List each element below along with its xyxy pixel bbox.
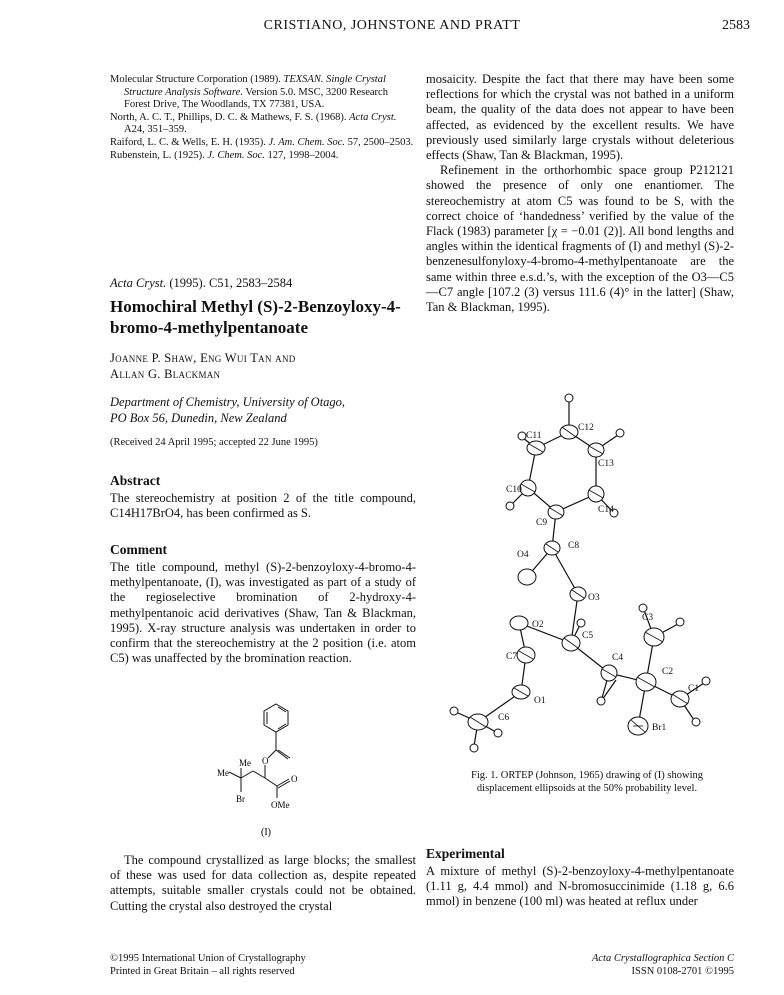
body-paragraph: mosaicity. Despite the fact that there may have been some reflections for which the crystal was not bathed in a uniform beam, the quality of the data does not appear to have been affected, as evidenced by the excellent results. We have previously used similarly large crystals without deleterious effects (Shaw, Tan & Blackman, 1995). [426,72,734,163]
atom-label: OMe [271,800,290,810]
reference-title: J. Chem. Soc. [207,149,265,161]
atom-label: C3 [642,613,654,623]
authors-line: Allan G. Blackman [110,367,221,381]
experimental-heading: Experimental [426,846,505,861]
citation-volume: (1995). C51, 2583–2584 [166,276,293,290]
page-number: 2583 [722,18,750,33]
atom-label: C7 [506,652,518,662]
reference-authors: Rubenstein, L. (1925). [110,149,208,161]
author-list [110,350,416,382]
citation-journal: Acta Cryst. [110,276,167,290]
atom-label: O1 [534,696,546,706]
authors-line: Joanne P. Shaw, Eng Wui Tan and [110,351,296,365]
reference-details: . Version 5.0. MSC, 3200 Research Forest Drive, The Woodlands, TX 77381, USA. [124,86,388,111]
reference-item [110,137,416,150]
reference-details: 57, 2500–2503. [344,136,414,148]
atom-label: O [262,756,269,766]
ortep-figure [426,380,734,760]
copyright-notice [110,953,306,978]
experimental-section [426,846,734,910]
compound-label: (I) [261,827,271,838]
abstract-heading: Abstract [110,473,161,488]
atom-label: C8 [568,541,580,551]
abstract-text: The stereochemistry at position 2 of the title compound, C14H17BrO4, has been confirmed as S. [110,491,416,521]
atom-label: C9 [536,518,548,528]
atom-label: C10 [506,485,522,495]
atom-label: C1 [688,684,700,694]
reference-details: 127, 1998–2004. [264,149,339,161]
atom-label: Br1 [652,723,667,733]
atom-label: C11 [526,431,542,441]
reference-item [110,150,416,163]
reference-item [110,112,416,137]
reference-title: J. Am. Chem. Soc. [268,136,345,148]
atom-label: Br [236,794,245,804]
journal-footer [592,953,734,978]
atom-label: C2 [662,667,674,677]
journal-section [592,953,734,966]
article-citation [110,276,292,291]
reference-authors: Molecular Structure Corporation (1989). [110,74,284,85]
received-dates: (Received 24 April 1995; accepted 22 June 1995) [110,437,318,448]
benzene-ring [264,704,288,732]
bond-lines [456,400,704,746]
atom-label: C13 [598,459,614,469]
affiliation-line: PO Box 56, Dunedin, New Zealand [110,411,287,425]
copyright-line: Printed in Great Britain – all rights reserved [110,965,295,977]
journal-name: Acta Crystallographica Section C [591,953,734,964]
atom-label: C12 [578,423,594,433]
atom-label: O2 [532,620,544,630]
figure-caption: Fig. 1. ORTEP (Johnson, 1965) drawing of (I) showing displacement ellipsoids at the 50% probability level. [470,770,703,794]
atom-label: O3 [588,593,600,603]
comment-heading: Comment [110,542,167,557]
reference-title: Acta Cryst. [349,111,397,123]
reference-authors: Raiford, L. C. & Wells, E. H. (1935). [110,136,269,148]
atom-label: C4 [612,653,624,663]
atom-label: Me [239,758,251,768]
copyright-line: ©1995 International Union of Crystallography [110,953,306,964]
atom-label: O [291,774,298,784]
chemical-structure-diagram [215,698,325,840]
atom-ellipsoids [468,425,689,735]
reference-list [110,74,416,162]
atom-label: Me [217,768,229,778]
affiliation-line: Department of Chemistry, University of Otago, [110,395,346,409]
atom-label: C14 [598,505,614,515]
comment-text: The title compound, methyl (S)-2-benzoyloxy-4-bromo-4-methylpentanoate, (I), was investigated as part of a study of the regioselective bromination of 2-hydroxy-4-methylpentanoic acid derivatives (Shaw, Tan & Blackman, 1995). X-ray structure analysis was undertaken in order to confirm that the stereochemistry at the 2 position (i.e. atom C5) was unaffected by the bromination reaction. [110,560,416,666]
crystal-paragraph [110,853,416,914]
atom-label: C5 [582,631,594,641]
atom-label: O4 [517,550,529,560]
right-column-text [426,72,734,315]
reference-details: A24, 351–359. [124,124,187,136]
running-head: CRISTIANO, JOHNSTONE AND PRATT [263,18,521,33]
comment-section [110,542,416,666]
reference-authors: North, A. C. T., Phillips, D. C. & Mathews, F. S. (1968). [110,111,350,123]
atom-label: C6 [498,713,510,723]
issn-line: ISSN 0108-2701 ©1995 [631,965,734,977]
affiliation [110,394,416,426]
reference-title: TEXSAN. Single Crystal Structure Analysis Software [124,74,386,98]
reference-item [110,74,416,112]
article-title: Homochiral Methyl (S)-2-Benzoyloxy-4-bromo-4-methylpentanoate [110,297,401,337]
body-paragraph: Refinement in the orthorhombic space group P212121 showed the presence of only one enantiomer. The stereochemistry at atom C5 was found to be S, with the correct choice of ‘handedness’ verified by the value of the Flack (1983) parameter [χ = −0.01 (2)]. All bond lengths and angles within the identical fragments of (I) and methyl (S)-2-benzenesulfonyloxy-4-bromo-4-methylpentanoate are the same within three e.s.d.’s, with the exception of the O3—C5—C7 angle [107.2 (3) versus 111.6 (4)° in the latter] (Shaw, Tan & Blackman, 1995). [426,163,734,315]
experimental-text: A mixture of methyl (S)-2-benzoyloxy-4-methylpentanoate (1.11 g, 4.4 mmol) and N-bromosuccinimide (1.18 g, 6.6 mmol) in benzene (100 ml) was heated at reflux under [426,864,734,909]
abstract-section [110,473,416,521]
body-paragraph: The compound crystallized as large blocks; the smallest of these was used for data collection as, despite repeated attempts, suitable smaller crystals could not be obtained. Cutting the crystal also destroyed the crystal [110,853,416,913]
